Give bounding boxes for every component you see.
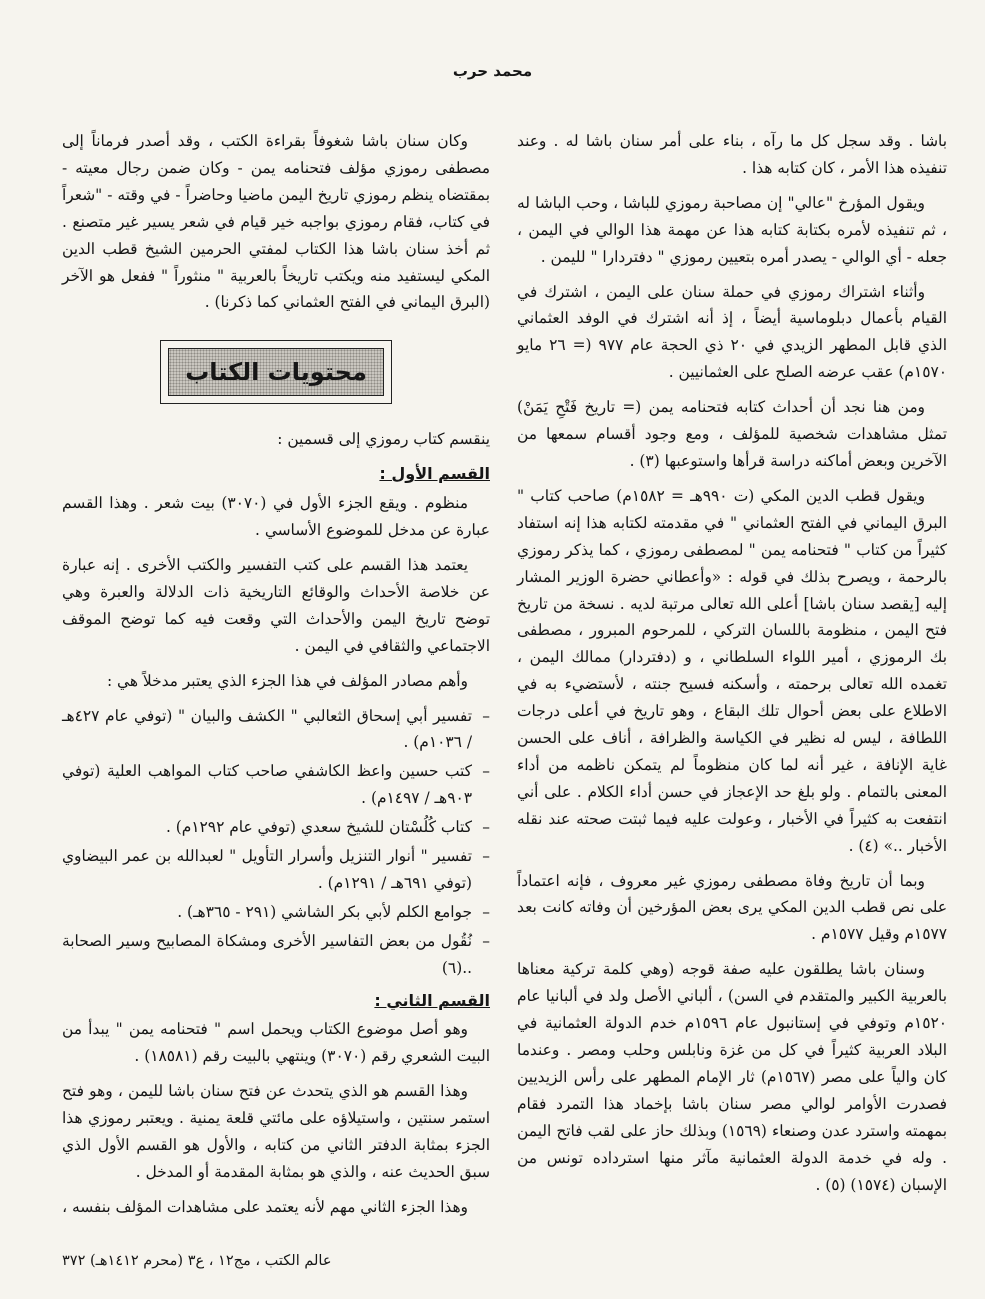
paragraph: وأهم مصادر المؤلف في هذا الجزء الذي يعتبر مدخلاً هي : [106,671,468,690]
paragraph: وسنان باشا يطلقون عليه صفة قوجه (وهي كلمة تركية معناها بالعربية الكبير والمتقدم في السن) ، ألباني الأصل ولد في ألبانيا عام ١٥٢٠م وتوفي في إستانبول عام ١٥٩٦م خدم الدولة العثمانية في البلاد العربية كثيراً في كل من غزة ونابلس وحلب ومصر . وعندما كان والياً على مصر (١٥٦٧م) ثار الإمام المطهر على رأس الزيديين فصدرت الأوامر لوالي مصر سنان باشا بإخماد هذا التمرد فقام بمهمته واسترد عدن وصنعاء (١٥٦٩) وبذلك حاز على لقب فاتح اليمن . وله في خدمة الدولة العثمانية مآثر منها استرداده تونس من الإسبان (١٥٧٤) (٥) . [517,960,948,1194]
paragraph: منظوم . ويقع الجزء الأول في (٣٠٧٠) بيت شعر . وهذا القسم عبارة عن مدخل للموضوع الأساسي . [62,494,490,540]
paragraph: ويقول المؤرخ "عالي" إن مصاحبة رموزي للباشا ، وحب الباشا له ، ثم تنفيذه لأمره بكتابة كتابه هذا عن مهمة هذا الوالي في اليمن ، جعله - أي الوالي - يصدر أمره بتعيين رموزي " دفتردارا " لليمن . [517,193,947,266]
page-author: محمد حرب [452,62,533,80]
part-two-heading: القسم الثاني : [374,990,490,1010]
page-footer: عالم الكتب ، مج١٢ ، ع٣ (محرم ١٤١٢هـ) ٣٧٢ [62,1253,332,1269]
sources-list [62,703,490,982]
paragraph: ومن هنا نجد أن أحداث كتابه فتحنامه يمن (= تاريخ فَتْحِ يَمَنْ) تمثل مشاهدات شخصية للمؤلف ، ومع وجود أقسام سمعها من الآخرين وبعض أماكنه دراسة قرأها واستوعبها (٣) . [517,398,947,470]
list-item: – نُقُول من بعض التفاسير الأخرى ومشكاة المصابيح وسير الصحابة ..(٦) [62,928,490,982]
paragraph: وهو أصل موضوع الكتاب ويحمل اسم " فتحنامه يمن " يبدأ من البيت الشعري رقم (٣٠٧٠) وينتهي بالبيت رقم (١٨٥٨١) . [62,1020,490,1066]
left-column [62,128,490,1229]
list-item: – تفسير أبي إسحاق الثعالبي " الكشف والبيان " (توفي عام ٤٢٧هـ / ١٠٣٦م) . [62,703,490,757]
list-item: – جوامع الكلم لأبي بكر الشاشي (٢٩١ - ٣٦٥هـ) . [62,899,490,926]
paragraph: ينقسم كتاب رموزي إلى قسمين : [277,430,490,449]
paragraph: باشا . وقد سجل كل ما رآه ، بناء على أمر سنان باشا له . وعند تنفيذه هذا الأمر ، كان كتابه هذا . [517,132,947,177]
list-item: – تفسير " أنوار التنزيل وأسرار التأويل " لعبدالله بن عمر البيضاوي (توفي ٦٩١هـ / ١٢٩١م) . [62,843,490,897]
part-one-heading: القسم الأول : [379,464,490,484]
paragraph: وكان سنان باشا شغوفاً بقراءة الكتب ، وقد أصدر فرماناً إلى مصطفى رموزي مؤلف فتحنامه يمن - وكان ضمن رجال معيته - بمقتضاه ينظم رموزي تاريخ اليمن ماضيا وحاضراً - في وقته - "شعراً في كتاب، فقام رموزي بواجبه خير قيام في شعر يسير غير متصنع . ثم أخذ سنان باشا هذا الكتاب لمفتي الحرمين الشيخ قطب الدين المكي ليستفيد منه ويكتب تاريخاً بالعربية " منثوراً " ففعل هو الآخر (البرق اليماني في الفتح العثماني كما ذكرنا) . [62,132,490,312]
paragraph: ويقول قطب الدين المكي (ت ٩٩٠هـ = ١٥٨٢م) صاحب كتاب " البرق اليماني في الفتح العثماني " في مقدمته لكتابه هذا إنه استفاد كثيراً من كتاب " فتحنامه يمن " لمصطفى رموزي ، كما يذكر رموزي بالرحمة ، ويصرح بذلك في قوله : «وأعطاني حضرة الوزير المشار إليه [يقصد سنان باشا] أعلى الله تعالى مرتبة لديه . نسخة من تاريخ فتح اليمن ، منظومة باللسان التركي ، للمرحوم المبرور ، مصطفى بك الرموزي ، أمير اللواء السلطاني ، و (دفتردار) ممالك اليمن ، تغمده الله تعالى برحمته ، وأسكنه فسيح جنته ، لأستضيء به في الاطلاع على بعض أحوال تلك البقاع ، وهو تاريخ في أعلى درجات اللطافة ، ليس له نظير في الكياسة والظرافة ، أناف على الحسن غاية الإنافة ، غير أنه لما كان منظوماً لم يتمكن ناظمه من أداء المعنى بالتمام . ولو بلغ حد الإعجاز في حسن أداء الكلام . على أني انتفعت به كثيراً في الأخبار ، وعولت عليه فيما ثبتت صحته عند نقله الأخبار ..» (٤) . [517,486,947,855]
section-title: محتويات الكتاب [168,348,384,396]
section-title-box [160,340,392,404]
paragraph: يعتمد هذا القسم على كتب التفسير والكتب الأخرى . إنه عبارة عن خلاصة الأحداث والوقائع التاريخية ذات الدلالة والعبرة وهي توضح تاريخ اليمن والأحداث التي وقعت فيه كما توضح الموقف الاجتماعي والثقافي في اليمن . [62,555,490,655]
paragraph: وأثناء اشتراك رموزي في حملة سنان على اليمن ، اشترك في القيام بأعمال دبلوماسية أيضاً ، إذ أنه اشترك في الوفد العثماني الذي قابل المطهر الزيدي في ٢٠ ذي الحجة عام ٩٧٧ (= ٢٦ مايو ١٥٧٠م) عقب عرضه الصلح على العثمانيين . [517,282,948,382]
list-item: – كتب حسين واعظ الكاشفي صاحب كتاب المواهب العلية (توفي ٩٠٣هـ / ١٤٩٧م) . [62,758,490,812]
paragraph: وبما أن تاريخ وفاة مصطفى رموزي غير معروف ، فإنه اعتماداً على نص قطب الدين المكي يرى بعض المؤرخين أن وفاته كانت بعد ١٥٧٧م وقيل ١٥٧٧م . [517,871,947,944]
right-column [517,128,947,1206]
paragraph: وهذا القسم هو الذي يتحدث عن فتح سنان باشا لليمن ، وهو فتح استمر سنتين ، واستيلاؤه على مائتي قلعة يمنية . ويعتبر رموزي هذا الجزء بمثابة الدفتر الثاني من كتابه ، والأول هو القسم الأول الذي سبق الحديث عنه ، والذي هو بمثابة المقدمة أو المدخل . [62,1082,490,1181]
paragraph: وهذا الجزء الثاني مهم لأنه يعتمد على مشاهدات المؤلف بنفسه ، [62,1197,468,1216]
list-item: – كتاب كُلُسْتان للشيخ سعدي (توفي عام ١٢٩٢م) . [62,814,490,841]
